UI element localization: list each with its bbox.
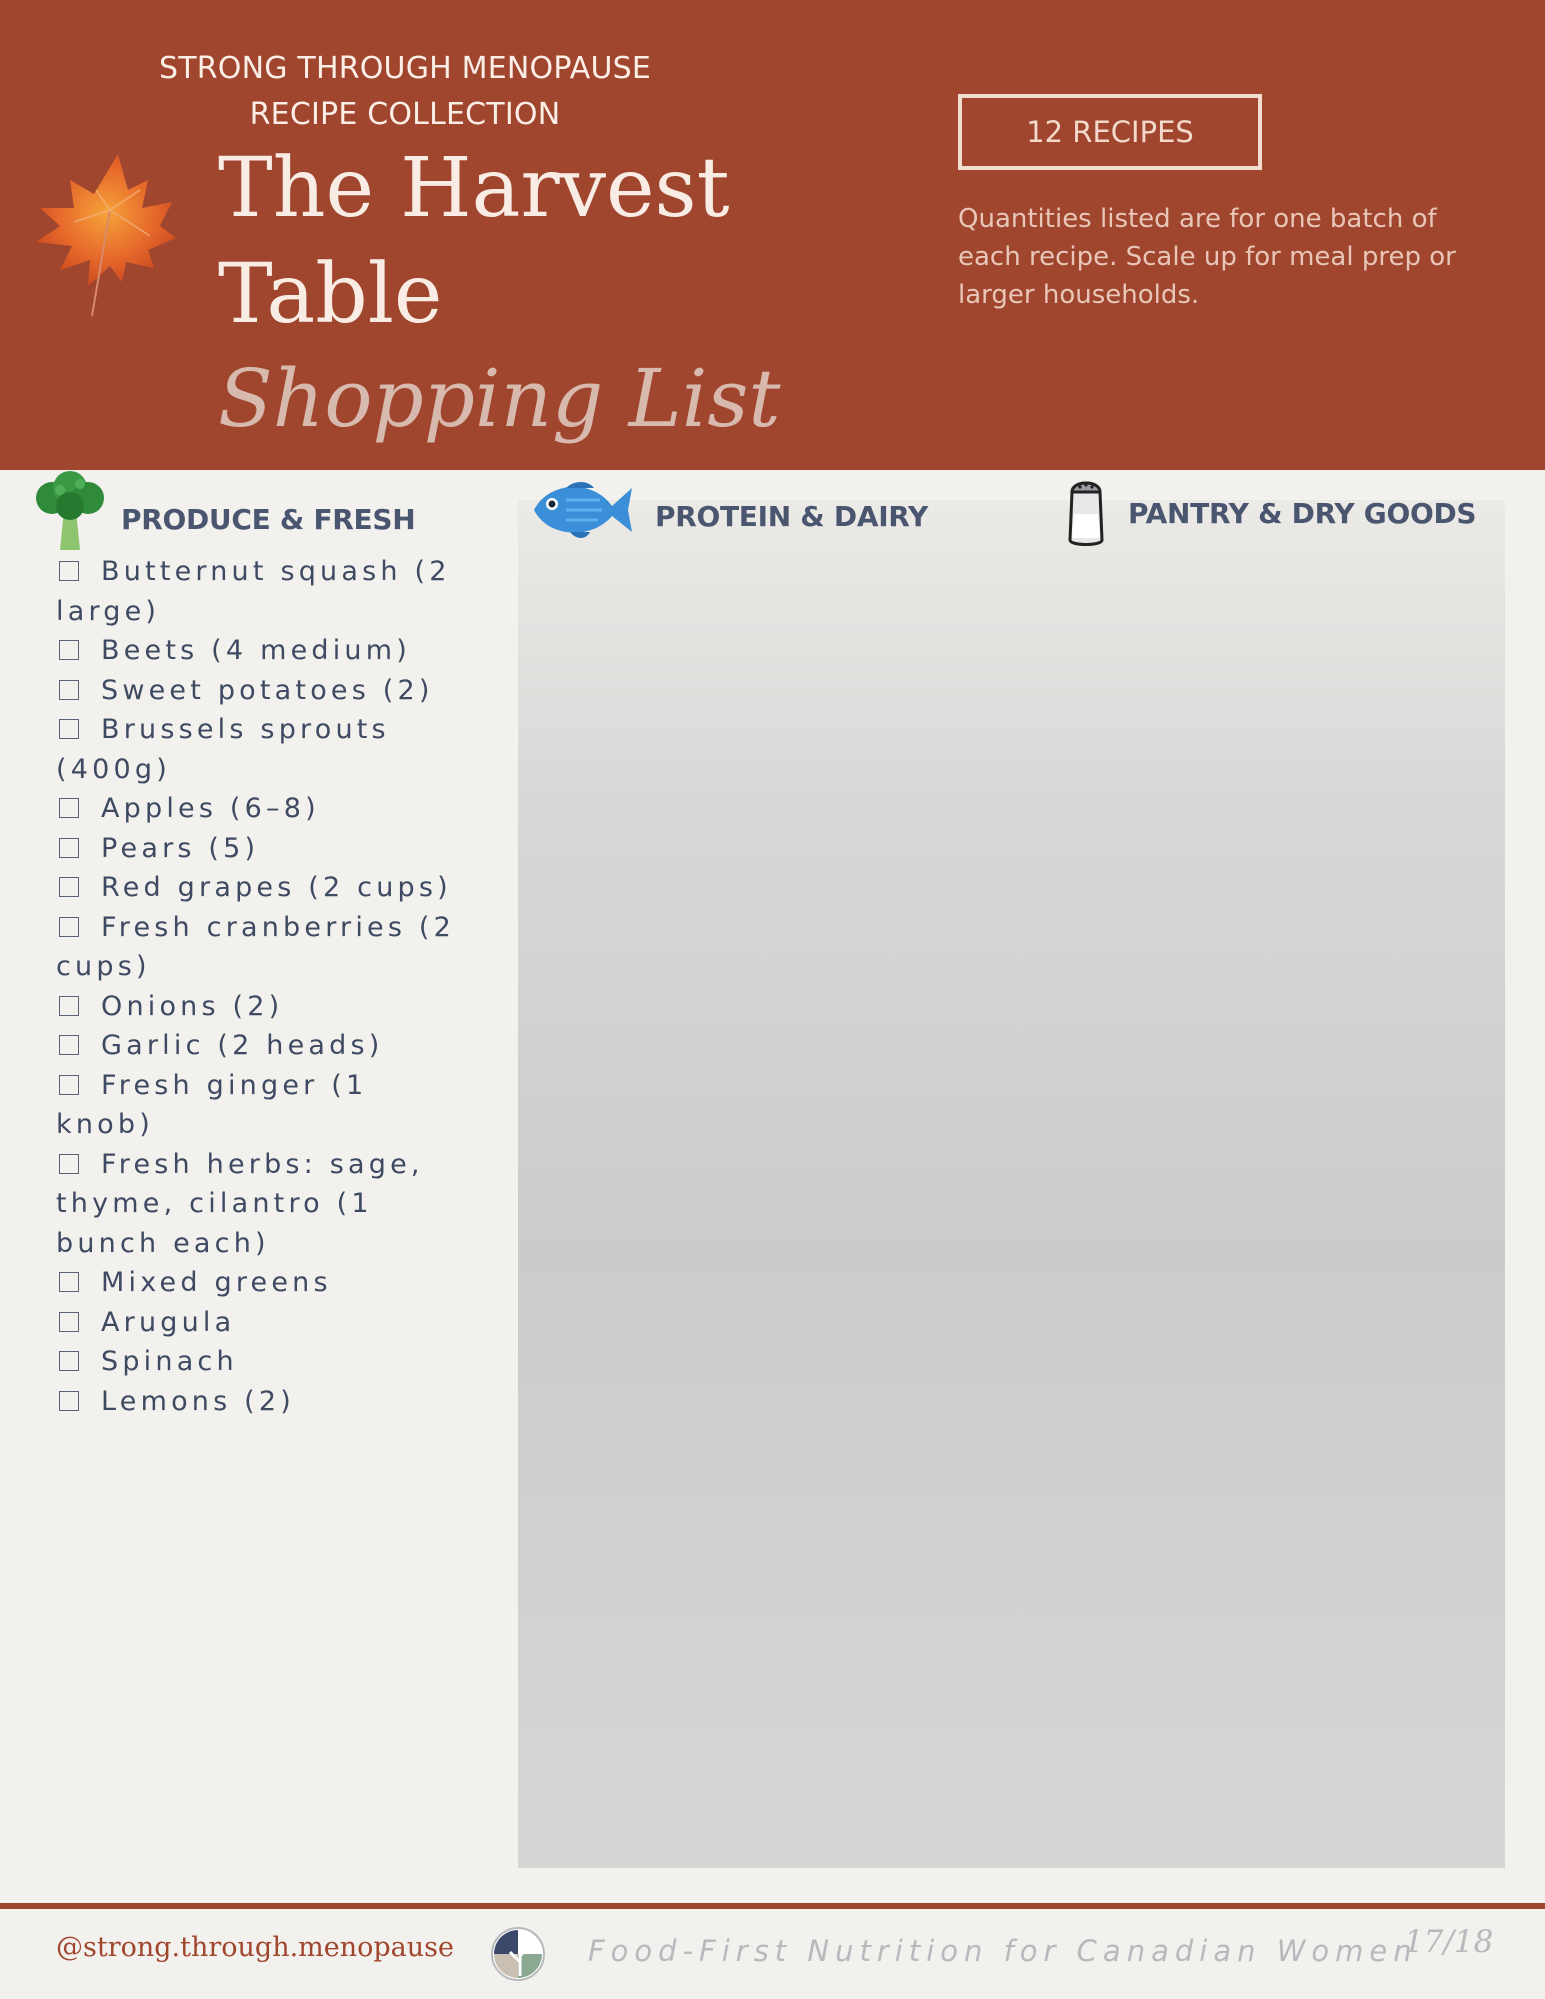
broccoli-icon xyxy=(30,470,110,552)
list-item[interactable]: Fresh herbs: sage, thyme, cilantro (1 bunch each) xyxy=(56,1148,424,1259)
protein-heading: PROTEIN & DAIRY xyxy=(655,500,929,533)
page-title xyxy=(218,136,738,348)
brand-logo-icon xyxy=(490,1926,546,1982)
checkbox[interactable] xyxy=(59,561,79,581)
list-item[interactable]: Mixed greens xyxy=(56,1263,476,1303)
list-item[interactable]: Garlic (2 heads) xyxy=(56,1026,476,1066)
fish-icon xyxy=(530,474,636,546)
list-item[interactable]: Onions (2) xyxy=(56,987,476,1027)
maple-leaf-icon xyxy=(30,150,180,320)
checkbox[interactable] xyxy=(59,680,79,700)
checkbox[interactable] xyxy=(59,1351,79,1371)
checkbox[interactable] xyxy=(59,996,79,1016)
checkbox[interactable] xyxy=(59,640,79,660)
header-banner xyxy=(0,0,1545,470)
recipes-count-badge: 12 RECIPES xyxy=(958,94,1262,170)
pantry-heading: PANTRY & DRY GOODS xyxy=(1128,497,1477,530)
list-item[interactable]: Red grapes (2 cups) xyxy=(56,868,476,908)
list-item[interactable]: Brussels sprouts (400g) xyxy=(56,714,390,785)
page-subtitle: Shopping List xyxy=(218,352,781,445)
checkbox[interactable] xyxy=(59,1272,79,1292)
checkbox[interactable] xyxy=(59,798,79,818)
list-item[interactable]: Pears (5) xyxy=(56,829,476,869)
footer-divider xyxy=(0,1903,1545,1909)
list-item[interactable]: Fresh cranberries (2 cups) xyxy=(56,911,455,982)
checkbox[interactable] xyxy=(59,719,79,739)
list-item[interactable]: Arugula xyxy=(56,1303,476,1343)
checkbox[interactable] xyxy=(59,1035,79,1055)
list-item[interactable]: Apples (6–8) xyxy=(56,789,476,829)
checkbox[interactable] xyxy=(59,1312,79,1332)
checkbox[interactable] xyxy=(59,1075,79,1095)
list-item[interactable]: Butternut squash (2 large) xyxy=(56,556,451,627)
checkbox[interactable] xyxy=(59,838,79,858)
list-item[interactable]: Sweet potatoes (2) xyxy=(56,671,476,711)
social-handle[interactable]: @strong.through.menopause xyxy=(56,1932,454,1963)
eyebrow-line-2: RECIPE COLLECTION xyxy=(249,97,561,132)
list-item[interactable]: Fresh ginger (1 knob) xyxy=(56,1069,368,1140)
list-item[interactable]: Beets (4 medium) xyxy=(56,631,476,671)
footer-tagline: Food-First Nutrition for Canadian Women xyxy=(588,1934,1418,1968)
title-line-2: Table xyxy=(218,247,443,342)
list-item[interactable]: Spinach xyxy=(56,1342,476,1382)
protein-pantry-panel xyxy=(518,500,1505,1868)
collection-eyebrow xyxy=(140,46,670,138)
checkbox[interactable] xyxy=(59,877,79,897)
page-number: 17/18 xyxy=(1404,1924,1494,1960)
checkbox[interactable] xyxy=(59,917,79,937)
produce-list xyxy=(56,552,476,1421)
list-item[interactable]: Lemons (2) xyxy=(56,1382,476,1422)
checkbox[interactable] xyxy=(59,1154,79,1174)
salt-shaker-icon xyxy=(1064,472,1108,548)
title-line-1: The Harvest xyxy=(218,141,730,236)
eyebrow-line-1: STRONG THROUGH MENOPAUSE xyxy=(158,51,652,86)
checkbox[interactable] xyxy=(59,1391,79,1411)
quantities-note: Quantities listed are for one batch of each recipe. Scale up for meal prep or larger households. xyxy=(958,204,1456,310)
produce-heading: PRODUCE & FRESH xyxy=(121,503,416,536)
